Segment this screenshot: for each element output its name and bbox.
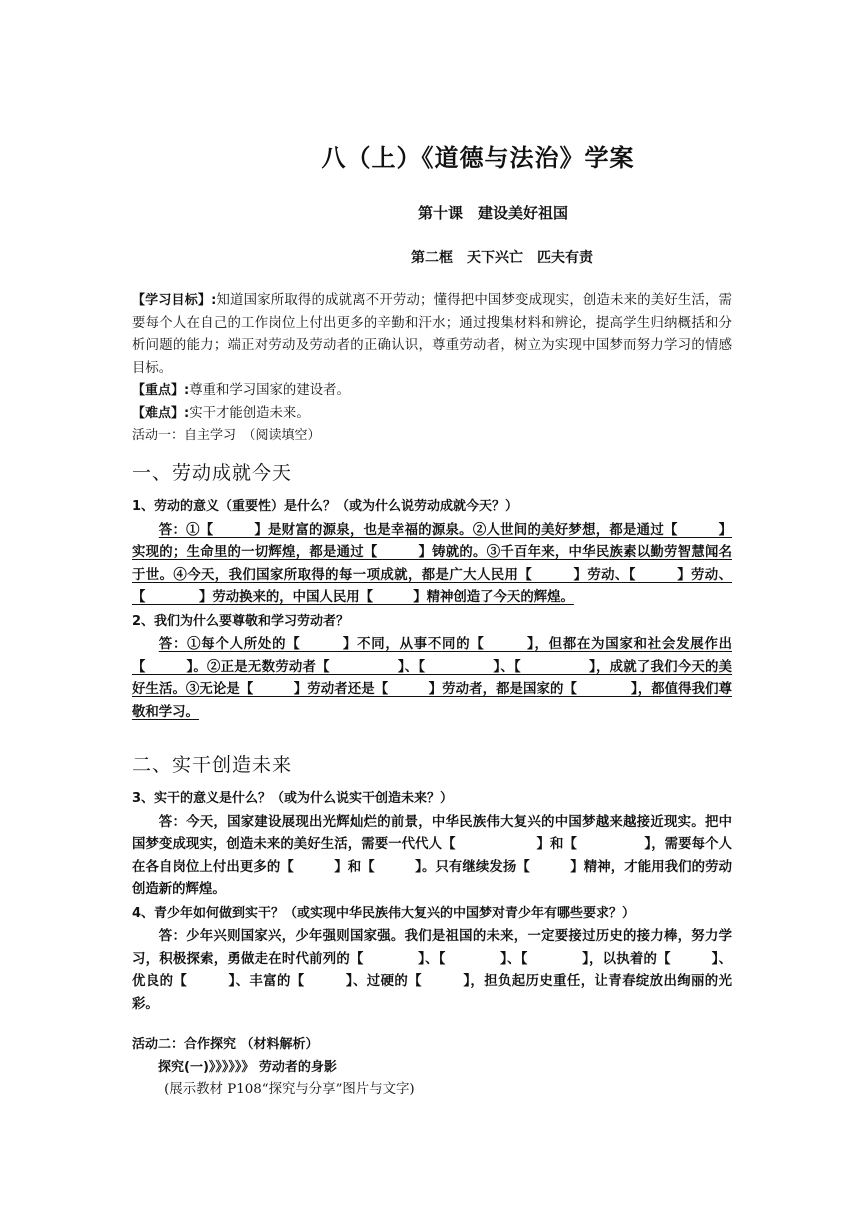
- question-2: 2、我们为什么要尊敬和学习劳动者？: [132, 613, 350, 629]
- key-label: 【重点】:: [132, 383, 190, 398]
- section-one: [132, 458, 732, 723]
- question-1: 1、劳动的意义（重要性）是什么？（或为什么说劳动成就今天？）: [132, 499, 519, 514]
- answer-3: 答：今天，国家建设展现出光辉灿烂的前景，中华民族伟大复兴的中国梦越来越接近现实。把中国梦变成现实，创造未来的美好生活，需要一代代人【 】和【 】，需要每个人在各自岗位上付出更多的【 】和【 】。只有继续发扬【 】精神，才能用我们的劳动创造新的辉煌。: [132, 813, 732, 897]
- section-one-heading: 一、劳动成就今天: [132, 462, 293, 484]
- goals-block: [132, 290, 732, 448]
- activity-two-heading: 活动二：合作探究 （材料解析）: [132, 1037, 319, 1052]
- difficulty-text: 实干才能创造未来。: [189, 405, 310, 421]
- question-4: 4、青少年如何做到实干？（或实现中华民族伟大复兴的中国梦对青少年有哪些要求？）: [132, 905, 636, 921]
- explore-one-title: 探究(一)》》》》》》 劳动者的身影: [158, 1059, 337, 1075]
- key-point: [132, 380, 732, 403]
- answer-4: 答：少年兴则国家兴，少年强则国家强。我们是祖国的未来，一定要接过历史的接力棒，努力学习，积极探索，勇做走在时代前列的【 】、【 】、【 】，以执着的【 】、优良的【 】、丰富的【 】、过硬的【 】，担负起历史重任，让青春绽放出绚丽的光彩。: [132, 928, 732, 1012]
- difficulty-point: [132, 403, 732, 426]
- answer-1: 答：①【 】是财富的源泉，也是幸福的源泉。②人世间的美好梦想，都是通过【 】实现的；生命里的一切辉煌，都是通过【 】铸就的。③千百年来，中华民族素以勤劳智慧闻名于世。④今天，我们国家所取得的每一项成就，都是广大人民用【 】劳动、【 】劳动、【 】劳动换来的，中国人民用【 】精神创造了今天的辉煌。: [132, 521, 732, 605]
- document-title: 八（上）《道德与法治》学案: [321, 143, 635, 172]
- question-3: 3、实干的意义是什么？（或为什么说实干创造未来？）: [132, 791, 454, 806]
- goals-text: 知道国家所取得的成就离不开劳动；懂得把中国梦变成现实，创造未来的美好生活，需要每个人在自己的工作岗位上付出更多的辛勤和汗水；通过搜集材料和辨论，提高学生归纳概括和分析问题的能力；端正对劳动及劳动者的正确认识，尊重劳动者，树立为实现中国梦而努力学习的情感目标。: [132, 293, 733, 376]
- answer-2: 答：①每个人所处的【 】不同，从事不同的【 】，但都在为国家和社会发展作出【 】。②正是无数劳动者【 】、【 】、【 】，成就了我们今天的美好生活。③无论是【 】劳动者还是【 】劳动者，都是国家的【 】，都值得我们尊敬和学习。: [132, 636, 732, 720]
- learning-goals: [132, 290, 732, 380]
- section-two-heading: 二、实干创造未来: [132, 754, 293, 776]
- difficulty-label: 【难点】:: [132, 405, 190, 421]
- goals-label: 【学习目标】:: [132, 293, 217, 308]
- key-text: 尊重和学习国家的建设者。: [189, 383, 350, 398]
- explore-one-note: (展示教材 P108“探究与分享”图片与文字): [164, 1082, 415, 1097]
- section-two: [132, 750, 732, 1015]
- frame-title: 第二框 天下兴亡 匹夫有责: [411, 250, 593, 266]
- lesson-title: 第十课 建设美好祖国: [418, 204, 569, 222]
- activity-two-block: [132, 1034, 732, 1102]
- activity-one-heading: 活动一：自主学习 （阅读填空）: [132, 428, 321, 443]
